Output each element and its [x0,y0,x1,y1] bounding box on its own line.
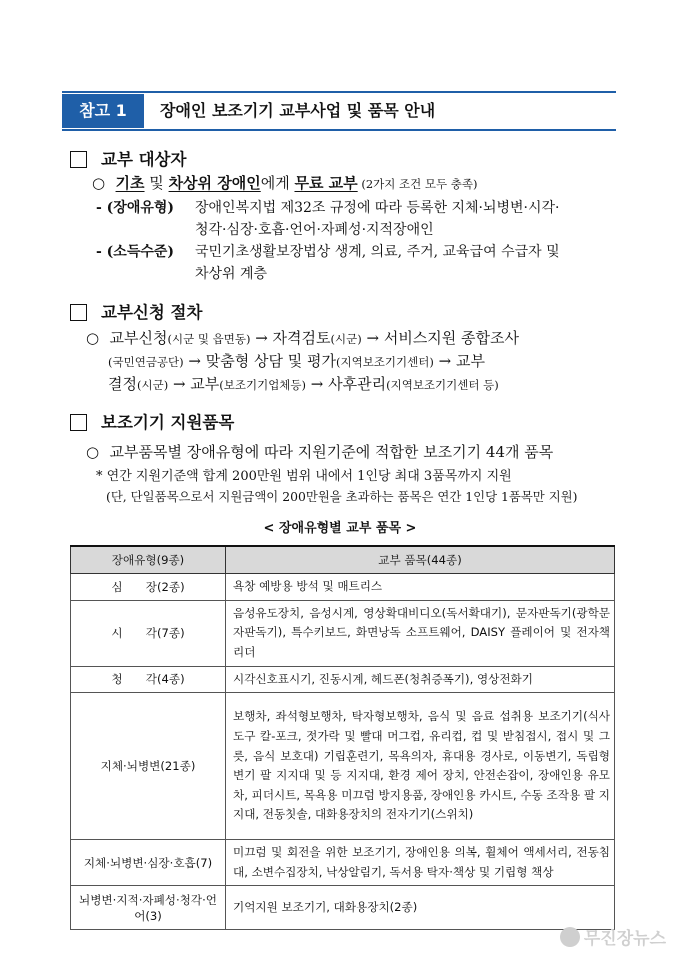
section-heading-items: 보조기기 지원품목 [70,409,234,433]
section-heading-target: 교부 대상자 [70,146,186,170]
items-note-1: * 연간 지원기준액 합계 200만원 범위 내에서 1인당 최대 3품목까지 지원 [96,469,512,484]
column-header-items: 교부 품목(44종) [226,546,615,574]
items-table [70,545,615,930]
table-header-row [71,546,615,574]
procedure-line-3: 결정(시군) → 교부(보조기기업체등) → 사후관리(지역보조기기센터 등) [108,375,499,393]
checkbox-square-icon [70,414,87,431]
header-rule-top [62,91,616,93]
checkbox-square-icon [70,151,87,168]
header-rule-bottom [62,129,616,131]
target-item-disability-line1: 장애인복지법 제32조 규정에 따라 등록한 지체·뇌병변·시각· [195,200,560,216]
cell-items: 보행차, 좌석형보행차, 탁자형보행차, 음식 및 음료 섭취용 보조기기(식사도구 칼-포크, 젓가락 및 빨대 머그컵, 유리컵, 컵 및 받침접시, 접시 및 그릇, 음식 보호대) 기립훈련기, 목욕의자, 휴대용 경사로, 이동변기, 독립형 변기 팔 지지대 및 등 지지대, 환경 제어 장치, 안전손잡이, 장애인용 유모차, 피더시트, 목욕용 미끄럼 방지용품, 장애인용 카시트, 수동 조작용 팔 지지대, 전동칫솔, 대화용장치의 전자기기(스위치) [226,693,615,840]
cell-type: 뇌병변·지적·자폐성·청각·언어(3) [71,886,226,930]
target-item-disability: - (장애유형) [96,200,175,216]
cell-type: 청 각(4종) [71,666,226,693]
table-row [71,886,615,930]
table-caption: < 장애유형별 교부 품목 > [263,521,417,536]
cell-items: 미끄럼 및 회전을 위한 보조기기, 장애인용 의복, 휠체어 액세서리, 전동침대, 소변수집장치, 낙상알림기, 독서용 탁자·책상 및 기립형 책상 [226,840,615,886]
cell-type: 심 장(2종) [71,574,226,601]
table-row [71,693,615,840]
target-item-income-line1: 국민기초생활보장법상 생계, 의료, 주거, 교육급여 수급자 및 [195,244,560,260]
cell-type: 지체·뇌병변(21종) [71,693,226,840]
procedure-line-2: (국민연금공단) → 맞춤형 상담 및 평가(지역보조기기센터) → 교부 [108,352,485,370]
cell-items: 시각신호표시기, 진동시계, 헤드폰(청취증폭기), 영상전화기 [226,666,615,693]
reference-badge: 참고 1 [62,94,144,128]
table-row [71,600,615,666]
cell-type: 시 각(7종) [71,600,226,666]
items-line-1: ○ 교부품목별 장애유형에 따라 지원기준에 적합한 보조기기 44개 품목 [86,443,554,461]
cell-items: 욕창 예방용 방석 및 매트리스 [226,574,615,601]
items-note-2: (단, 단일품목으로서 지원금액이 200만원을 초과하는 품목은 연간 1인당 1품목만 지원) [106,489,578,504]
cell-items: 음성유도장치, 음성시계, 영상확대비디오(독서확대기), 문자판독기(광학문자판독기), 특수키보드, 화면낭독 소프트웨어, DAISY 플레이어 및 전자책 리더 [226,600,615,666]
cell-items: 기억지원 보조기기, 대화용장치(2종) [226,886,615,930]
watermark-logo-icon [560,927,580,947]
checkbox-square-icon [70,304,87,321]
watermark: 무진장뉴스 [560,924,666,949]
target-item-income: - (소득수준) [96,244,175,260]
section-heading-procedure: 교부신청 절차 [70,299,202,323]
target-item-disability-line2: 청각·심장·호흡·언어·자폐성·지적장애인 [195,222,434,238]
column-header-type: 장애유형(9종) [71,546,226,574]
procedure-line-1: ○ 교부신청(시군 및 읍면동) → 자격검토(시군) → 서비스지원 종합조사 [86,329,520,347]
target-summary: ○ 기초 및 차상위 장애인에게 무료 교부 (2가지 조건 모두 충족) [92,174,478,192]
page-title: 장애인 보조기기 교부사업 및 품목 안내 [160,101,436,120]
target-item-income-line2: 차상위 계층 [195,266,268,282]
table-row [71,574,615,601]
cell-type: 지체·뇌병변·심장·호흡(7) [71,840,226,886]
table-row [71,840,615,886]
table-row [71,666,615,693]
